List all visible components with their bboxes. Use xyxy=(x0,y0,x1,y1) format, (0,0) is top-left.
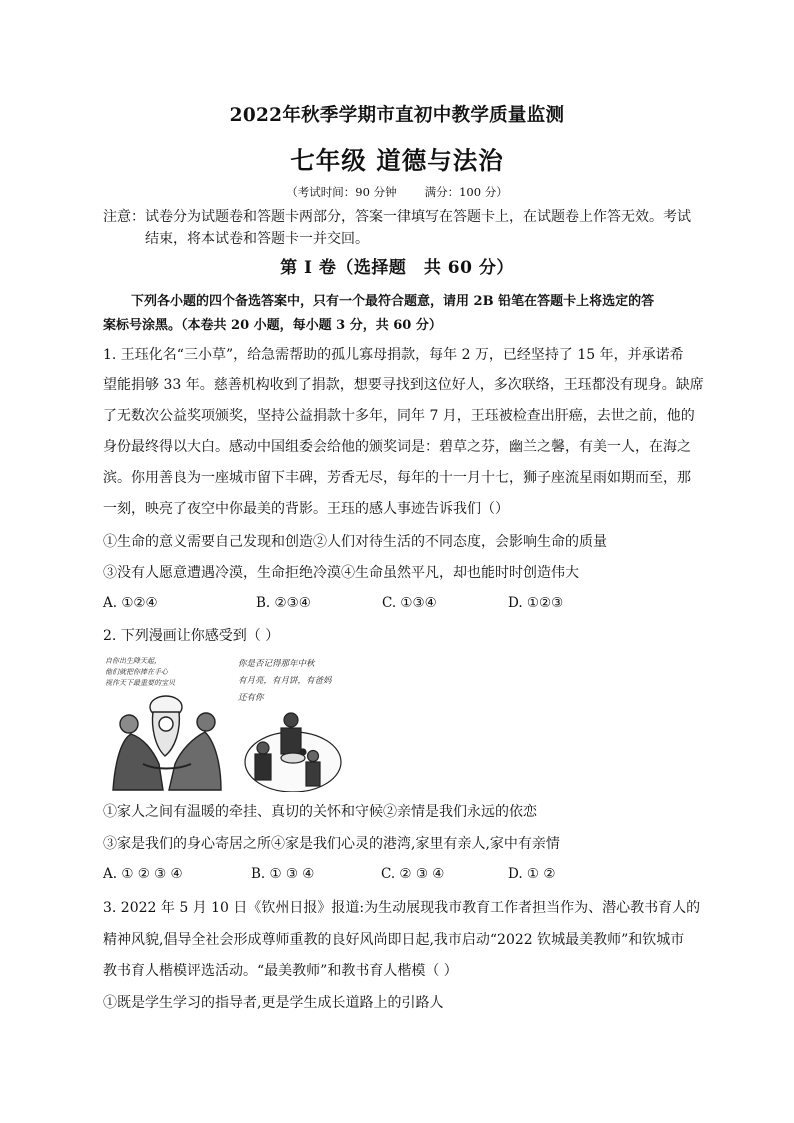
notice-line-1: 注意：试卷分为试题卷和答题卡两部分，答案一律填写在答题卡上，在试题卷上作答无效。考试 xyxy=(103,209,691,225)
exam-time: （考试时间：90 分钟 xyxy=(286,185,397,199)
q3-line: 3. 2022 年 5 月 10 日《钦州日报》报道:为生动展现我市教育工作者担当作为、潜心教书育人的 xyxy=(103,900,701,916)
q1-line: 一刻，映亮了夜空中你最美的背影。王珏的感人事迹告诉我们（） xyxy=(103,501,509,517)
q2-stem: 2. 下列漫画让你感受到（ ） xyxy=(103,628,280,644)
family-cartoon xyxy=(103,652,343,792)
q3-line: 精神风貌,倡导全社会形成尊师重教的良好风尚即日起,我市启动“2022 钦城最美教师”和钦城市 xyxy=(103,932,685,948)
cartoon-left-text: 他们就把你捧在手心 xyxy=(105,668,168,676)
cartoon-left-text: 视作天下最重要的宝贝 xyxy=(105,679,175,687)
q1-statement: ③没有人愿意遭遇冷漠，生命拒绝冷漠④生命虽然平凡，却也能时时创造伟大 xyxy=(103,565,579,581)
q1-line: 身份最终得以大白。感动中国组委会给他的颁奖词是：碧草之芬，幽兰之馨，有美一人，在海之 xyxy=(103,439,691,455)
cartoon-right-text: 有月亮，有月饼，有爸妈 xyxy=(238,676,332,686)
q2-option-b: B. ① ③ ④ xyxy=(251,866,315,882)
section-instruction-2: 案标号涂黑。（本卷共 20 小题，每小题 3 分，共 60 分） xyxy=(103,318,442,333)
exam-info xyxy=(0,182,794,202)
full-score: 满分：100 分） xyxy=(424,185,508,199)
family-at-table xyxy=(245,713,341,792)
cartoon-left-text: 自你出生降天起， xyxy=(105,657,161,665)
cartoon-right-text: 你是否记得那年中秋 xyxy=(238,659,315,669)
parents-holding-baby xyxy=(113,696,221,790)
q1-option-c: C. ①③④ xyxy=(382,595,437,611)
q1-line: 滨。你用善良为一座城市留下丰碑，芳香无尽，每年的十一月十七，狮子座流星雨如期而至，那 xyxy=(103,470,691,486)
q3-statement: ①既是学生学习的指导者,更是学生成长道路上的引路人 xyxy=(103,995,444,1011)
notice-line-2: 结束，将本试卷和答题卡一并交回。 xyxy=(145,231,369,247)
q2-statement: ①家人之间有温暖的牵挂、真切的关怀和守候②亲情是我们永远的依恋 xyxy=(103,804,537,820)
q2-option-d: D. ① ② xyxy=(508,866,556,882)
q1-line: 望能捐够 33 年。慈善机构收到了捐款，想要寻找到这位好人，多次联络，王珏都没有现身。缺席 xyxy=(103,377,704,393)
cartoon-right-text: 还有你 xyxy=(238,693,264,703)
q2-option-a: A. ① ② ③ ④ xyxy=(103,866,183,882)
q1-statement: ①生命的意义需要自己发现和创造②人们对待生活的不同态度，会影响生命的质量 xyxy=(103,534,607,550)
q2-option-c: C. ② ③ ④ xyxy=(381,866,445,882)
q2-statement: ③家是我们的身心寄居之所④家是我们心灵的港湾,家里有亲人,家中有亲情 xyxy=(103,836,560,852)
q1-line: 1. 王珏化名“三小草”，给急需帮助的孤儿寡母捐款，每年 2 万，已经坚持了 15 年，并承诺希 xyxy=(103,347,684,363)
q3-line: 教书育人楷模评选活动。“最美教师”和教书育人楷模（ ） xyxy=(103,963,458,979)
q1-option-b: B. ②③④ xyxy=(256,595,311,611)
section-instruction-1: 下列各小题的四个备选答案中，只有一个最符合题意，请用 2B 铅笔在答题卡上将选定的答 xyxy=(131,294,655,309)
exam-title: 2022年秋季学期市直初中教学质量监测 xyxy=(229,105,565,126)
q1-line: 了无数次公益奖项颁奖，坚持公益捐款十多年，同年 7 月，王珏被检查出肝癌，去世之前，他的 xyxy=(103,408,695,424)
q1-option-a: A. ①②④ xyxy=(103,595,158,611)
section-title: 第 I 卷（选择题 共 60 分） xyxy=(280,258,514,278)
q1-option-d: D. ①②③ xyxy=(508,595,564,611)
subject-title: 七年级 道德与法治 xyxy=(290,146,504,175)
